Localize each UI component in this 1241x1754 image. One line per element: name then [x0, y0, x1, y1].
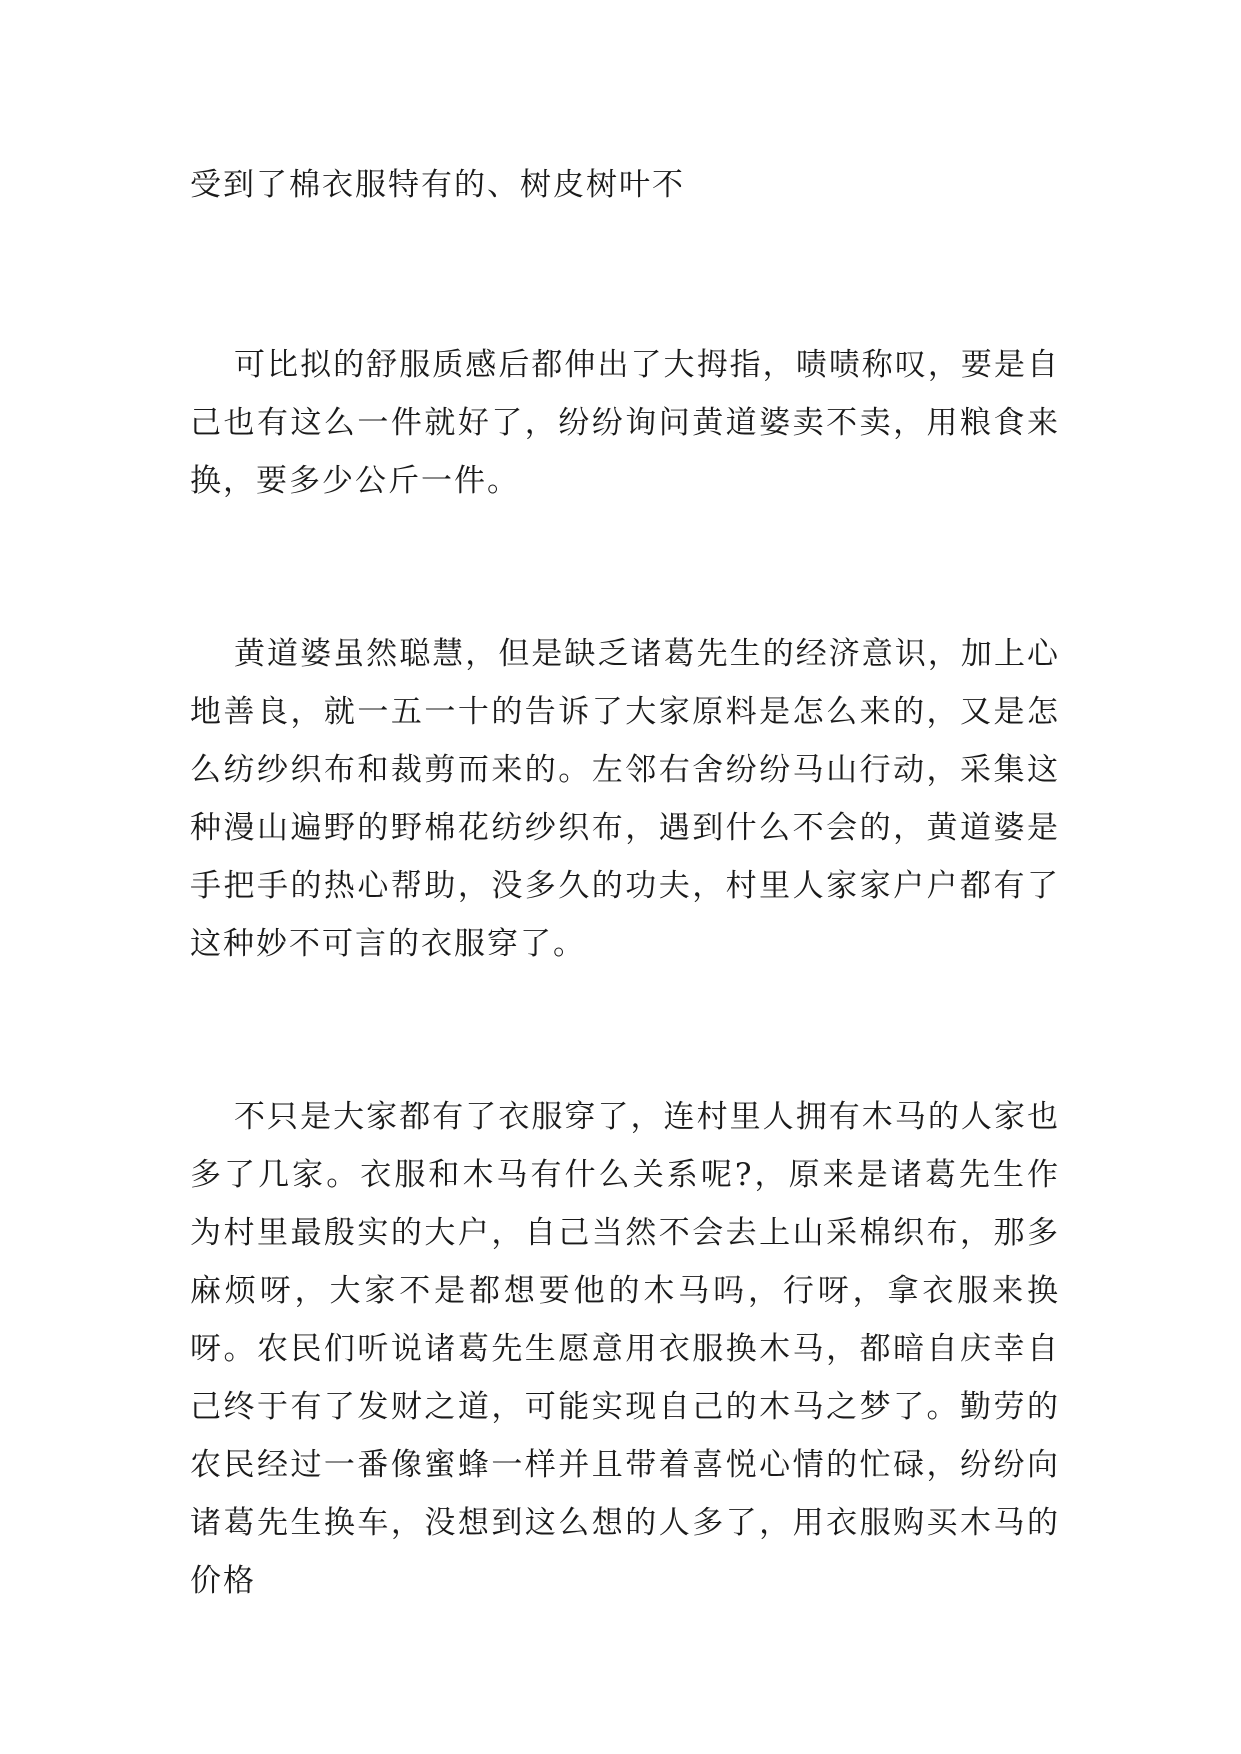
paragraph: 可比拟的舒服质感后都伸出了大拇指，啧啧称叹，要是自己也有这么一件就好了，纷纷询问黄道婆卖不卖，用粮食来换，要多少公斤一件。: [190, 347, 1060, 499]
paragraph: 黄道婆虽然聪慧，但是缺乏诸葛先生的经济意识，加上心地善良，就一五一十的告诉了大家原料是怎么来的，又是怎么纺纱织布和裁剪而来的。左邻右舍纷纷马山行动，采集这种漫山遍野的野棉花纺纱织布，遇到什么不会的，黄道婆是手把手的热心帮助，没多久的功夫，村里人家家户户都有了这种妙不可言的衣服穿了。: [190, 636, 1060, 962]
paragraph-continuation: 受到了棉衣服特有的、树皮树叶不: [190, 167, 685, 203]
paragraph: 不只是大家都有了衣服穿了，连村里人拥有木马的人家也多了几家。衣服和木马有什么关系呢?，原来是诸葛先生作为村里最殷实的大户，自己当然不会去上山采棉织布，那多麻烦呀，大家不是都想要他的木马吗，行呀，拿衣服来换呀。农民们听说诸葛先生愿意用衣服换木马，都暗自庆幸自己终于有了发财之道，可能实现自己的木马之梦了。勤劳的农民经过一番像蜜蜂一样并且带着喜悦心情的忙碌，纷纷向诸葛先生换车，没想到这么想的人多了，用衣服购买木马的价格: [190, 1099, 1060, 1599]
